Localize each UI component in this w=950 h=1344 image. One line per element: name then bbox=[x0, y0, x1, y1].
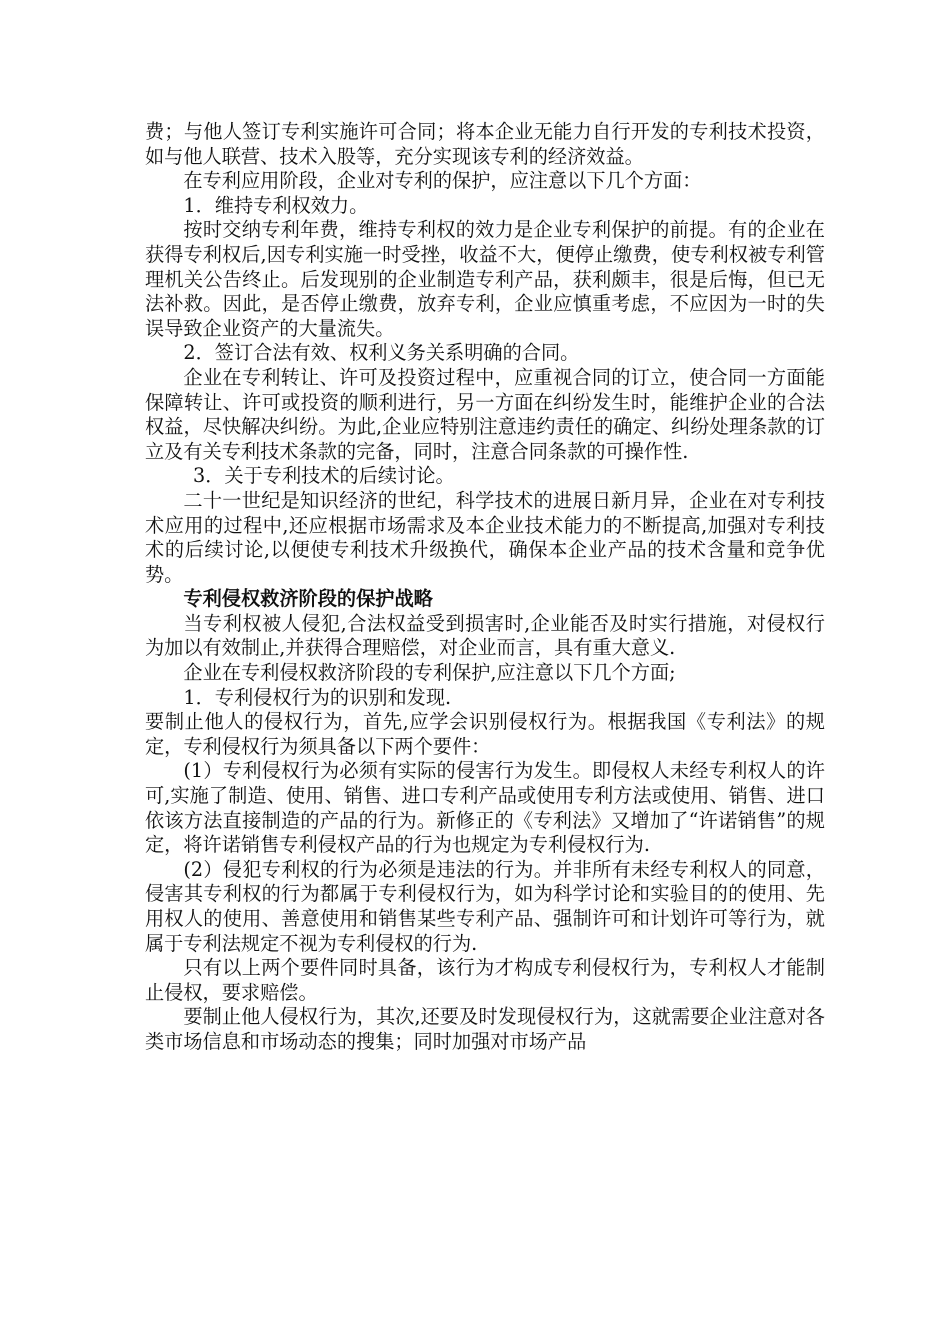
document-body bbox=[145, 120, 825, 1055]
paragraph: 要制止他人侵权行为，其次,还要及时发现侵权行为，这就需要企业注意对各类市场信息和市场动态的搜集；同时加强对市场产品 bbox=[145, 1005, 825, 1053]
list-item: 1．专利侵权行为的识别和发现. bbox=[183, 685, 452, 709]
paragraph: 只有以上两个要件同时具备，该行为才构成专利侵权行为，专利权人才能制止侵权，要求赔偿。 bbox=[145, 956, 825, 1004]
paragraph: 企业在专利转让、许可及投资过程中，应重视合同的订立，使合同一方面能保障转让、许可或投资的顺利进行，另一方面在纠纷发生时，能维护企业的合法权益，尽快解决纠纷。为此,企业应特别注意违约责任的确定、纠纷处理条款的订立及有关专利技术条款的完备，同时，注意合同条款的可操作性. bbox=[145, 365, 825, 463]
paragraph: (2）侵犯专利权的行为必须是违法的行为。并非所有未经专利权人的同意，侵害其专利权的行为都属于专利侵权行为，如为科学讨论和实验目的的使用、先用权人的使用、善意使用和销售某些专利产品、强制许可和计划许可等行为，就属于专利法规定不视为专利侵权的行为. bbox=[145, 857, 825, 955]
paragraph: 企业在专利侵权救济阶段的专利保护,应注意以下几个方面; bbox=[183, 661, 676, 685]
paragraph: 在专利应用阶段，企业对专利的保护，应注意以下几个方面： bbox=[183, 169, 702, 193]
paragraph: (1）专利侵权行为必须有实际的侵害行为发生。即侵权人未经专利权人的许可,实施了制造、使用、销售、进口专利产品或使用专利方法或使用、销售、进口依该方法直接制造的产品的行为。新修正的《专利法》又增加了“许诺销售”的规定，将许诺销售专利侵权产品的行为也规定为专利侵权行为. bbox=[145, 759, 825, 857]
paragraph: 二十一世纪是知识经济的世纪，科学技术的进展日新月异，企业在对专利技术应用的过程中,还应根据市场需求及本企业技术能力的不断提高,加强对专利技术的后续讨论,以便使专利技术升级换代，确保本企业产品的技术含量和竞争优势。 bbox=[145, 488, 825, 586]
paragraph: 费；与他人签订专利实施许可合同；将本企业无能力自行开发的专利技术投资，如与他人联营、技术入股等，充分实现该专利的经济效益。 bbox=[145, 120, 825, 168]
paragraph: 要制止他人的侵权行为，首先,应学会识别侵权行为。根据我国《专利法》的规定，专利侵权行为须具备以下两个要件： bbox=[145, 710, 825, 758]
paragraph: 当专利权被人侵犯,合法权益受到损害时,企业能否及时实行措施，对侵权行为加以有效制止,并获得合理赔偿，对企业而言，具有重大意义. bbox=[145, 611, 825, 660]
list-item: 1．维持专利权效力。 bbox=[183, 193, 369, 217]
paragraph: 按时交纳专利年费，维持专利权的效力是企业专利保护的前提。有的企业在获得专利权后,因专利实施一时受挫，收益不大，便停止缴费，使专利权被专利管理机关公告终止。后发现别的企业制造专利产品，获利颇丰，很是后悔，但已无法补救。因此，是否停止缴费，放弃专利，企业应慎重考虑，不应因为一时的失误导致企业资产的大量流失。 bbox=[145, 218, 825, 340]
section-heading: 专利侵权救济阶段的保护战略 bbox=[183, 587, 433, 611]
list-item: 2．签订合法有效、权利义务关系明确的合同。 bbox=[183, 341, 580, 365]
list-item: 3．关于专利技术的后续讨论。 bbox=[193, 464, 455, 488]
